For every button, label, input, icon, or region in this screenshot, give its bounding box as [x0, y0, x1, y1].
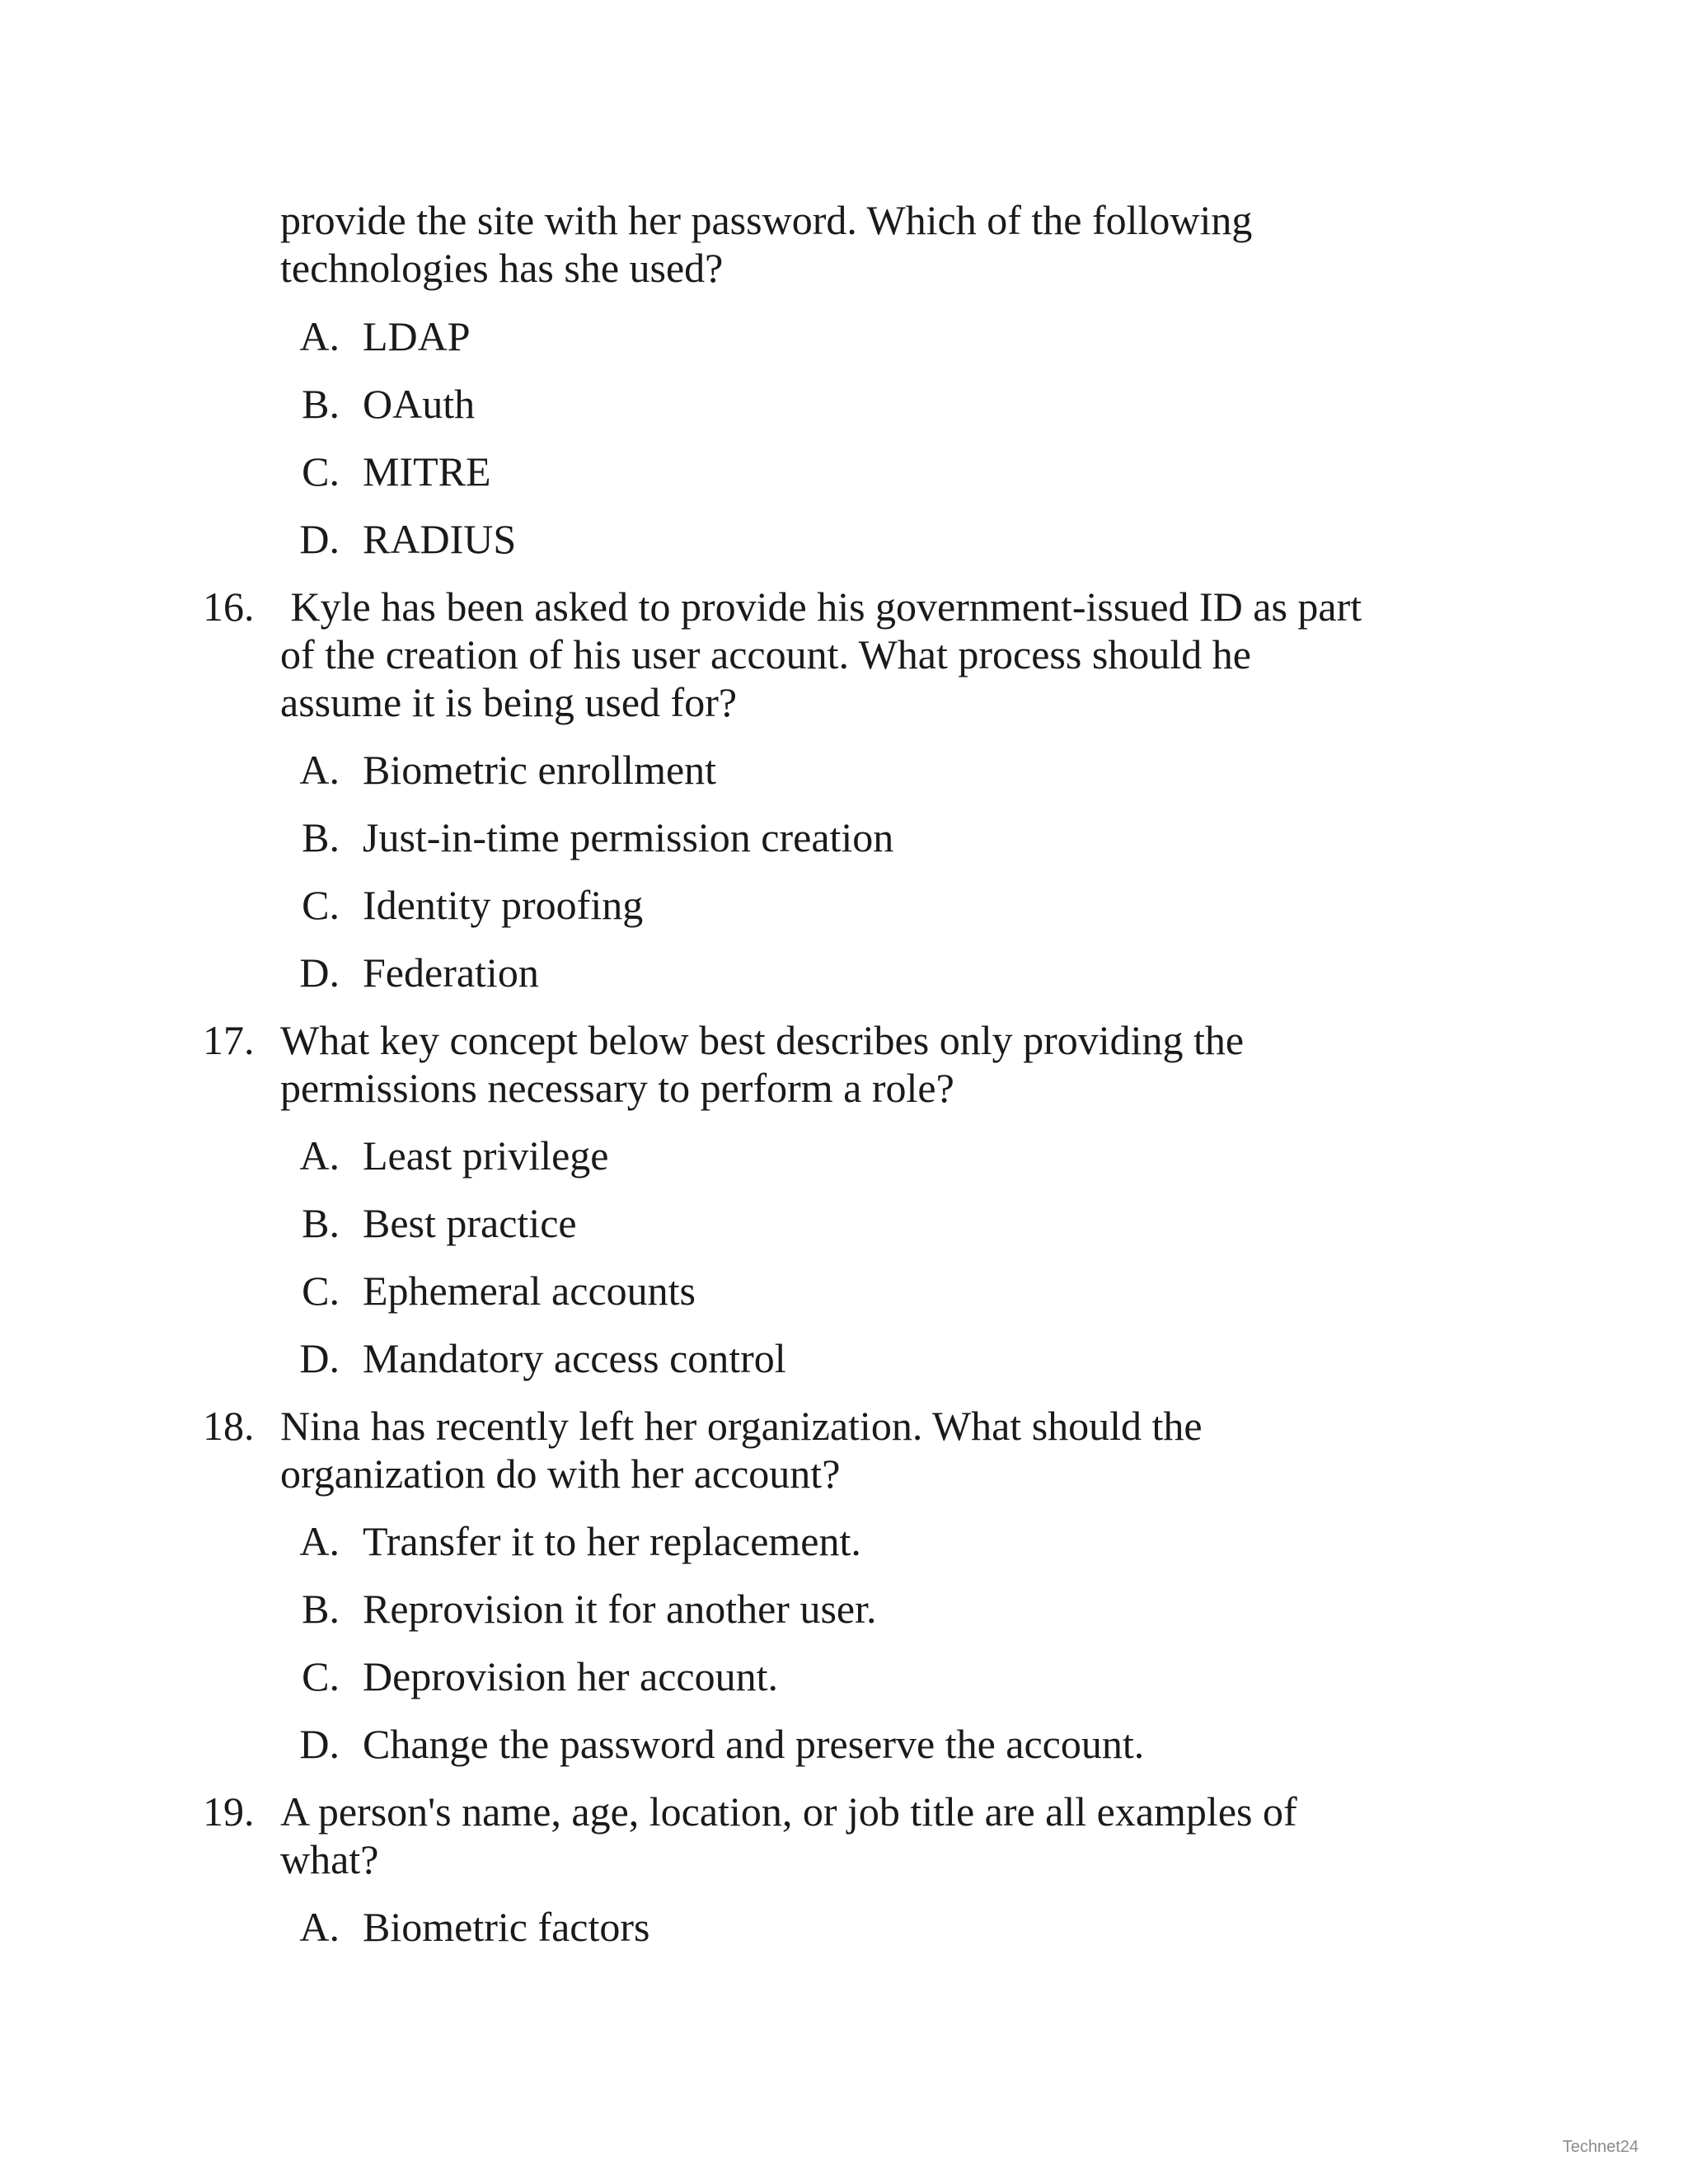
question-17-line-2: permissions necessary to perform a role? — [280, 1065, 954, 1111]
option-letter: D. — [299, 949, 340, 996]
option-text: OAuth — [363, 381, 476, 427]
question-number: 17. — [203, 1017, 255, 1063]
option-text: RADIUS — [363, 516, 517, 562]
option-letter: A. — [299, 1518, 340, 1564]
option-text: Biometric enrollment — [363, 747, 717, 793]
option-text: Reprovision it for another user. — [363, 1586, 877, 1632]
question-16-line-2: of the creation of his user account. What process should he — [280, 631, 1251, 677]
option-text: Federation — [363, 949, 539, 996]
question-number: 19. — [203, 1788, 255, 1835]
option-letter: A. — [299, 1132, 340, 1179]
option-letter: D. — [299, 1335, 340, 1381]
question-19-line-2: what? — [280, 1836, 379, 1882]
question-19-line-1: A person's name, age, location, or job title are all examples of — [280, 1788, 1297, 1835]
watermark: Technet24 — [1562, 2138, 1639, 2156]
question-15-line-2: technologies has she used? — [280, 245, 724, 291]
option-text: Mandatory access control — [363, 1335, 786, 1381]
option-letter: C. — [302, 882, 340, 928]
option-text: Identity proofing — [363, 882, 644, 928]
option-letter: C. — [302, 1653, 340, 1699]
option-letter: B. — [302, 1200, 340, 1246]
option-text: LDAP — [363, 313, 471, 359]
option-text: Biometric factors — [363, 1904, 650, 1950]
option-text: Least privilege — [363, 1132, 609, 1179]
option-letter: D. — [299, 1721, 340, 1767]
option-text: Best practice — [363, 1200, 577, 1246]
option-letter: B. — [302, 814, 340, 860]
question-17-line-1: What key concept below best describes only providing the — [280, 1017, 1245, 1063]
option-letter: B. — [302, 1586, 340, 1632]
question-number: 18. — [203, 1403, 255, 1449]
option-letter: A. — [299, 1904, 340, 1950]
option-letter: C. — [302, 1268, 340, 1314]
question-number: 16. — [203, 583, 255, 630]
option-letter: A. — [299, 747, 340, 793]
option-text: Transfer it to her replacement. — [363, 1518, 861, 1564]
option-text: Ephemeral accounts — [363, 1268, 696, 1314]
option-text: MITRE — [363, 448, 491, 494]
option-letter: B. — [302, 381, 340, 427]
question-18-line-1: Nina has recently left her organization. What should the — [280, 1403, 1203, 1449]
question-18-line-2: organization do with her account? — [280, 1451, 841, 1497]
option-text: Deprovision her account. — [363, 1653, 779, 1699]
option-text: Just-in-time permission creation — [363, 814, 894, 860]
option-letter: A. — [299, 313, 340, 359]
question-15-line-1: provide the site with her password. Which of the following — [280, 197, 1253, 243]
question-16-line-1: Kyle has been asked to provide his government-issued ID as part — [280, 583, 1362, 630]
option-text: Change the password and preserve the account. — [363, 1721, 1145, 1767]
question-16-line-3: assume it is being used for? — [280, 679, 738, 725]
option-letter: D. — [299, 516, 340, 562]
option-letter: C. — [302, 448, 340, 494]
